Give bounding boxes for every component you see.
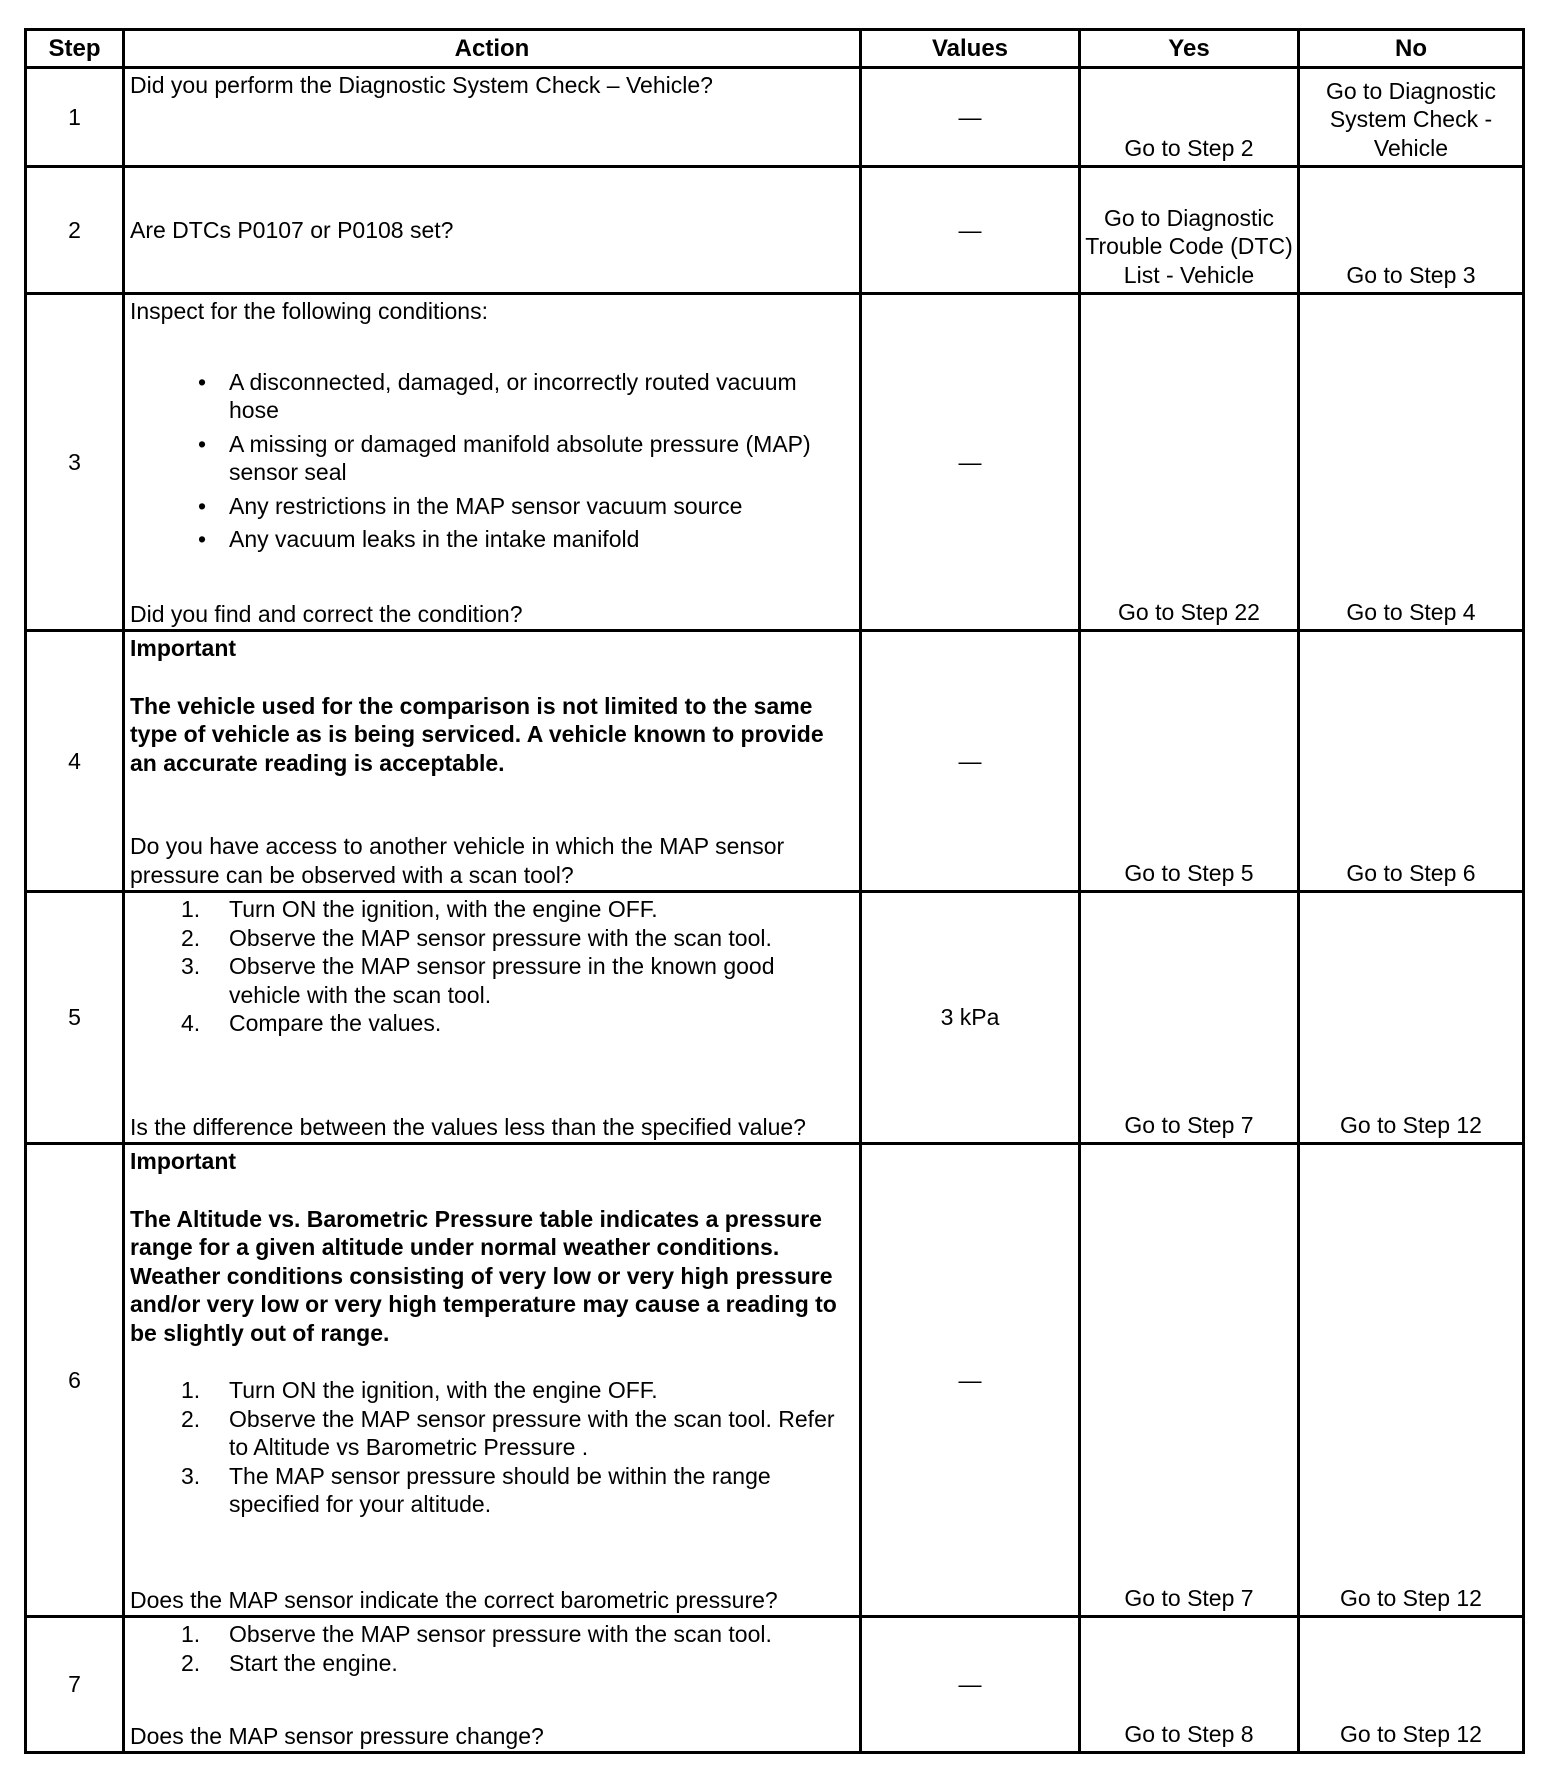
table-row [26, 892, 1524, 1144]
value-cell: — [861, 68, 1080, 167]
value-cell: — [861, 631, 1080, 892]
list-item: 4. Compare the values. [130, 1009, 849, 1038]
list-item: 1. Observe the MAP sensor pressure with the scan tool. [130, 1620, 849, 1649]
action-intro: Inspect for the following conditions: [130, 298, 488, 324]
action-question: Did you find and correct the condition? [130, 600, 523, 627]
table-row [26, 68, 1524, 167]
header-action: Action [124, 30, 861, 68]
value-cell: — [861, 167, 1080, 294]
important-label: Important [130, 1148, 237, 1174]
important-note: The vehicle used for the comparison is not limited to the same type of vehicle as is being serviced. A vehicle known to provide an accurate reading is acceptable. [130, 692, 824, 776]
important-label: Important [130, 635, 237, 661]
step-index: 1. [181, 1621, 201, 1647]
step-number: 1 [26, 68, 124, 167]
header-values: Values [861, 30, 1080, 68]
header-row [26, 30, 1524, 68]
list-item: • A disconnected, damaged, or incorrectly routed vacuum hose [130, 368, 849, 425]
yes-cell: Go to Step 5 [1080, 631, 1299, 892]
value-cell: 3 kPa [861, 892, 1080, 1144]
list-item: 1. Turn ON the ignition, with the engine OFF. [130, 895, 849, 924]
header-yes: Yes [1080, 30, 1299, 68]
list-item: 2. Observe the MAP sensor pressure with the scan tool. [130, 924, 849, 953]
no-cell: Go to Step 12 [1299, 1617, 1524, 1753]
yes-cell: Go to Step 7 [1080, 1144, 1299, 1617]
action-cell [124, 1617, 861, 1753]
action-question: Did you perform the Diagnostic System Check – Vehicle? [130, 72, 713, 98]
yes-cell: Go to Step 22 [1080, 294, 1299, 631]
step-number: 3 [26, 294, 124, 631]
bullet-marker: • [197, 430, 207, 457]
action-cell [124, 167, 861, 294]
yes-cell: Go to Step 7 [1080, 892, 1299, 1144]
step-index: 4. [181, 1010, 201, 1036]
bullet-marker: • [197, 492, 207, 519]
value-cell: — [861, 294, 1080, 631]
diagnostic-table [24, 28, 1525, 1754]
step-index: 1. [181, 1377, 201, 1403]
action-cell [124, 631, 861, 892]
table-row [26, 1617, 1524, 1753]
yes-cell: Go to Step 2 [1080, 68, 1299, 167]
list-item: • Any vacuum leaks in the intake manifold [130, 525, 849, 554]
yes-cell: Go to Step 8 [1080, 1617, 1299, 1753]
action-cell [124, 68, 861, 167]
action-question: Are DTCs P0107 or P0108 set? [130, 217, 454, 244]
important-note: The Altitude vs. Barometric Pressure table indicates a pressure range for a given altitude under normal weather conditions. Weather conditions consisting of very low or very high pressure and/or very low or very high temperature may cause a reading to be slightly out of range. [130, 1205, 837, 1346]
step-index: 1. [181, 896, 201, 922]
no-cell: Go to Step 6 [1299, 631, 1524, 892]
action-question: Does the MAP sensor pressure change? [130, 1722, 544, 1749]
action-question: Is the difference between the values less than the specified value? [130, 1113, 806, 1140]
table-row [26, 294, 1524, 631]
bullet-marker: • [197, 368, 207, 395]
action-cell [124, 1144, 861, 1617]
step-number: 2 [26, 167, 124, 294]
no-cell: Go to Step 4 [1299, 294, 1524, 631]
step-number: 5 [26, 892, 124, 1144]
no-cell: Go to Step 12 [1299, 892, 1524, 1144]
list-item: 1. Turn ON the ignition, with the engine OFF. [130, 1376, 849, 1405]
bullet-marker: • [197, 526, 207, 552]
list-item: 3. Observe the MAP sensor pressure in the known good vehicle with the scan tool. [130, 952, 849, 1009]
step-index: 2. [181, 1649, 201, 1676]
table-row [26, 1144, 1524, 1617]
list-item: 2. Observe the MAP sensor pressure with the scan tool. Refer to Altitude vs Barometric Pressure . [130, 1405, 849, 1462]
list-item: • Any restrictions in the MAP sensor vacuum source [130, 492, 849, 521]
step-index: 3. [181, 953, 201, 979]
header-no: No [1299, 30, 1524, 68]
yes-cell: Go to Diagnostic Trouble Code (DTC) List - Vehicle [1080, 167, 1299, 294]
header-step: Step [26, 30, 124, 68]
list-item: 2. Start the engine. [130, 1649, 849, 1678]
step-number: 7 [26, 1617, 124, 1753]
action-question: Does the MAP sensor indicate the correct barometric pressure? [130, 1586, 778, 1613]
list-item: • A missing or damaged manifold absolute pressure (MAP) sensor seal [130, 430, 849, 487]
step-index: 2. [181, 1405, 201, 1432]
value-cell: — [861, 1617, 1080, 1753]
step-index: 2. [181, 924, 201, 951]
list-item: 3. The MAP sensor pressure should be within the range specified for your altitude. [130, 1462, 849, 1519]
action-cell [124, 294, 861, 631]
step-number: 6 [26, 1144, 124, 1617]
action-cell [124, 892, 861, 1144]
no-cell: Go to Diagnostic System Check - Vehicle [1299, 68, 1524, 167]
table-row [26, 167, 1524, 294]
no-cell: Go to Step 12 [1299, 1144, 1524, 1617]
table-row [26, 631, 1524, 892]
value-cell: — [861, 1144, 1080, 1617]
no-cell: Go to Step 3 [1299, 167, 1524, 294]
step-index: 3. [181, 1462, 201, 1489]
action-question: Do you have access to another vehicle in which the MAP sensor pressure can be observed with a scan tool? [130, 833, 785, 888]
step-number: 4 [26, 631, 124, 892]
